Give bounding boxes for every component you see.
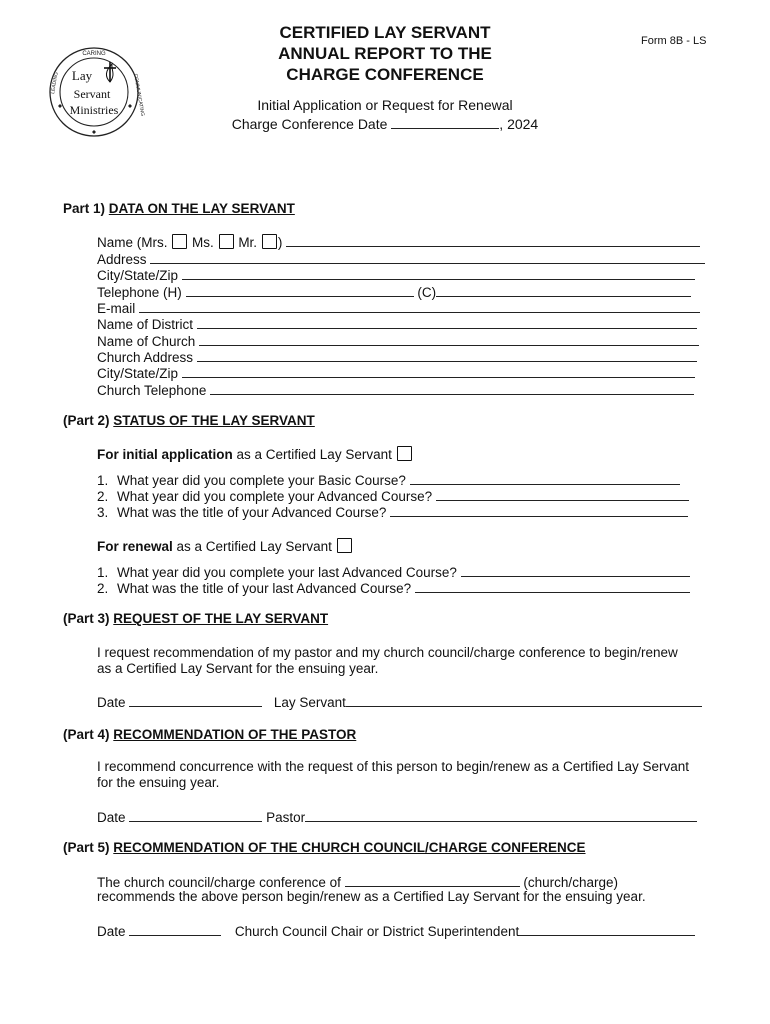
name-row: Name (Mrs. Ms. Mr. ) [97, 233, 700, 251]
cell-phone-field[interactable] [436, 283, 691, 297]
part2-heading: (Part 2) STATUS OF THE LAY SERVANT [63, 413, 315, 428]
church-city-field[interactable] [182, 364, 695, 378]
form-title-line-3: CHARGE CONFERENCE [286, 65, 484, 84]
logo-right-text: COMMUNICATING [132, 73, 146, 117]
part3-text-2: as a Certified Lay Servant for the ensuing year. [97, 661, 379, 676]
date-year: , 2024 [499, 116, 539, 132]
lay-servant-signature-field[interactable] [346, 693, 702, 707]
part2-title: STATUS OF THE LAY SERVANT [113, 413, 315, 428]
church-city-row: City/State/Zip [97, 364, 695, 382]
email-row: E-mail [97, 299, 700, 317]
part4-text-2: for the ensuing year. [97, 775, 220, 790]
advanced-course-year-field[interactable] [436, 487, 689, 501]
subtitle: Initial Application or Request for Renewal [257, 97, 513, 113]
part5-text-1: The church council/charge conference of (church/charge) [97, 875, 618, 890]
logo-line-3: Ministries [69, 103, 119, 117]
part5-signature-row: Date Church Council Chair or District Superintendent [97, 922, 695, 940]
part5-title: RECOMMENDATION OF THE CHURCH COUNCIL/CHARGE CONFERENCE [113, 840, 586, 855]
last-advanced-course-year-field[interactable] [461, 563, 690, 577]
church-row: Name of Church [97, 332, 699, 350]
part4-text-1: I recommend concurrence with the request of this person to begin/renew as a Certified Lay Servant [97, 759, 690, 774]
logo-line-2: Servant [73, 87, 111, 101]
church-charge-field[interactable] [345, 873, 520, 887]
initial-q1-row: 1. What year did you complete your Basic Course? [97, 471, 680, 489]
logo-top-text: CARING [82, 51, 106, 57]
logo-line-1: Lay [71, 68, 93, 83]
part1-heading: Part 1) DATA ON THE LAY SERVANT [63, 201, 295, 216]
logo-left-text: LEADING [50, 71, 60, 95]
pastor-signature-field[interactable] [305, 808, 697, 822]
initial-q2-row: 2. What year did you complete your Advanced Course? [97, 487, 689, 505]
part3-text-1: I request recommendation of my pastor and my church council/charge conference to begin/renew [97, 645, 678, 660]
home-phone-field[interactable] [186, 283, 414, 297]
name-field[interactable] [286, 233, 700, 247]
part3-heading: (Part 3) REQUEST OF THE LAY SERVANT [63, 611, 329, 626]
part5-heading: (Part 5) RECOMMENDATION OF THE CHURCH COUNCIL/CHARGE CONFERENCE [63, 840, 586, 855]
advanced-course-title-field[interactable] [390, 503, 688, 517]
city-state-zip-row: City/State/Zip [97, 266, 695, 284]
part4-signature-row: Date Pastor [97, 808, 697, 826]
address-field[interactable] [150, 250, 705, 264]
form-title-line-1: CERTIFIED LAY SERVANT [279, 23, 491, 42]
date-label: Charge Conference Date [231, 116, 388, 132]
part1-title: DATA ON THE LAY SERVANT [108, 201, 295, 216]
council-date-field[interactable] [129, 922, 221, 936]
conference-date-field[interactable] [391, 115, 499, 129]
part4-heading: (Part 4) RECOMMENDATION OF THE PASTOR [63, 727, 357, 742]
pastor-date-field[interactable] [129, 808, 262, 822]
lay-servant-date-field[interactable] [129, 693, 262, 707]
church-field[interactable] [199, 332, 699, 346]
district-field[interactable] [197, 315, 697, 329]
part3-title: REQUEST OF THE LAY SERVANT [113, 611, 329, 626]
city-state-zip-field[interactable] [182, 266, 695, 280]
mr-checkbox[interactable] [262, 234, 277, 249]
address-row: Address [97, 250, 705, 268]
district-row: Name of District [97, 315, 697, 333]
ms-checkbox[interactable] [219, 234, 234, 249]
initial-application-checkbox[interactable] [397, 446, 412, 461]
church-address-row: Church Address [97, 348, 697, 366]
form-id: Form 8B - LS [641, 35, 707, 47]
logo [48, 46, 146, 138]
renewal-checkbox[interactable] [337, 538, 352, 553]
church-telephone-field[interactable] [210, 381, 694, 395]
telephone-row: Telephone (H) (C) [97, 283, 691, 301]
initial-q3-row: 3. What was the title of your Advanced Course? [97, 503, 688, 521]
email-field[interactable] [139, 299, 700, 313]
renewal-q2-row: 2. What was the title of your last Advanced Course? [97, 579, 690, 597]
part5-text-2: recommends the above person begin/renew as a Certified Lay Servant for the ensuing year. [97, 889, 646, 904]
form-title-line-2: ANNUAL REPORT TO THE [278, 44, 492, 63]
initial-application-row: For initial application as a Certified Lay Servant [97, 446, 413, 463]
church-address-field[interactable] [197, 348, 697, 362]
renewal-row: For renewal as a Certified Lay Servant [97, 538, 353, 555]
basic-course-year-field[interactable] [410, 471, 680, 485]
charge-conference-date-row [200, 115, 570, 133]
renewal-q1-row: 1. What year did you complete your last Advanced Course? [97, 563, 690, 581]
last-advanced-course-title-field[interactable] [415, 579, 690, 593]
council-signature-field[interactable] [519, 922, 695, 936]
part3-signature-row: Date Lay Servant [97, 693, 702, 711]
church-telephone-row: Church Telephone [97, 381, 694, 399]
part4-title: RECOMMENDATION OF THE PASTOR [113, 727, 357, 742]
mrs-checkbox[interactable] [172, 234, 187, 249]
